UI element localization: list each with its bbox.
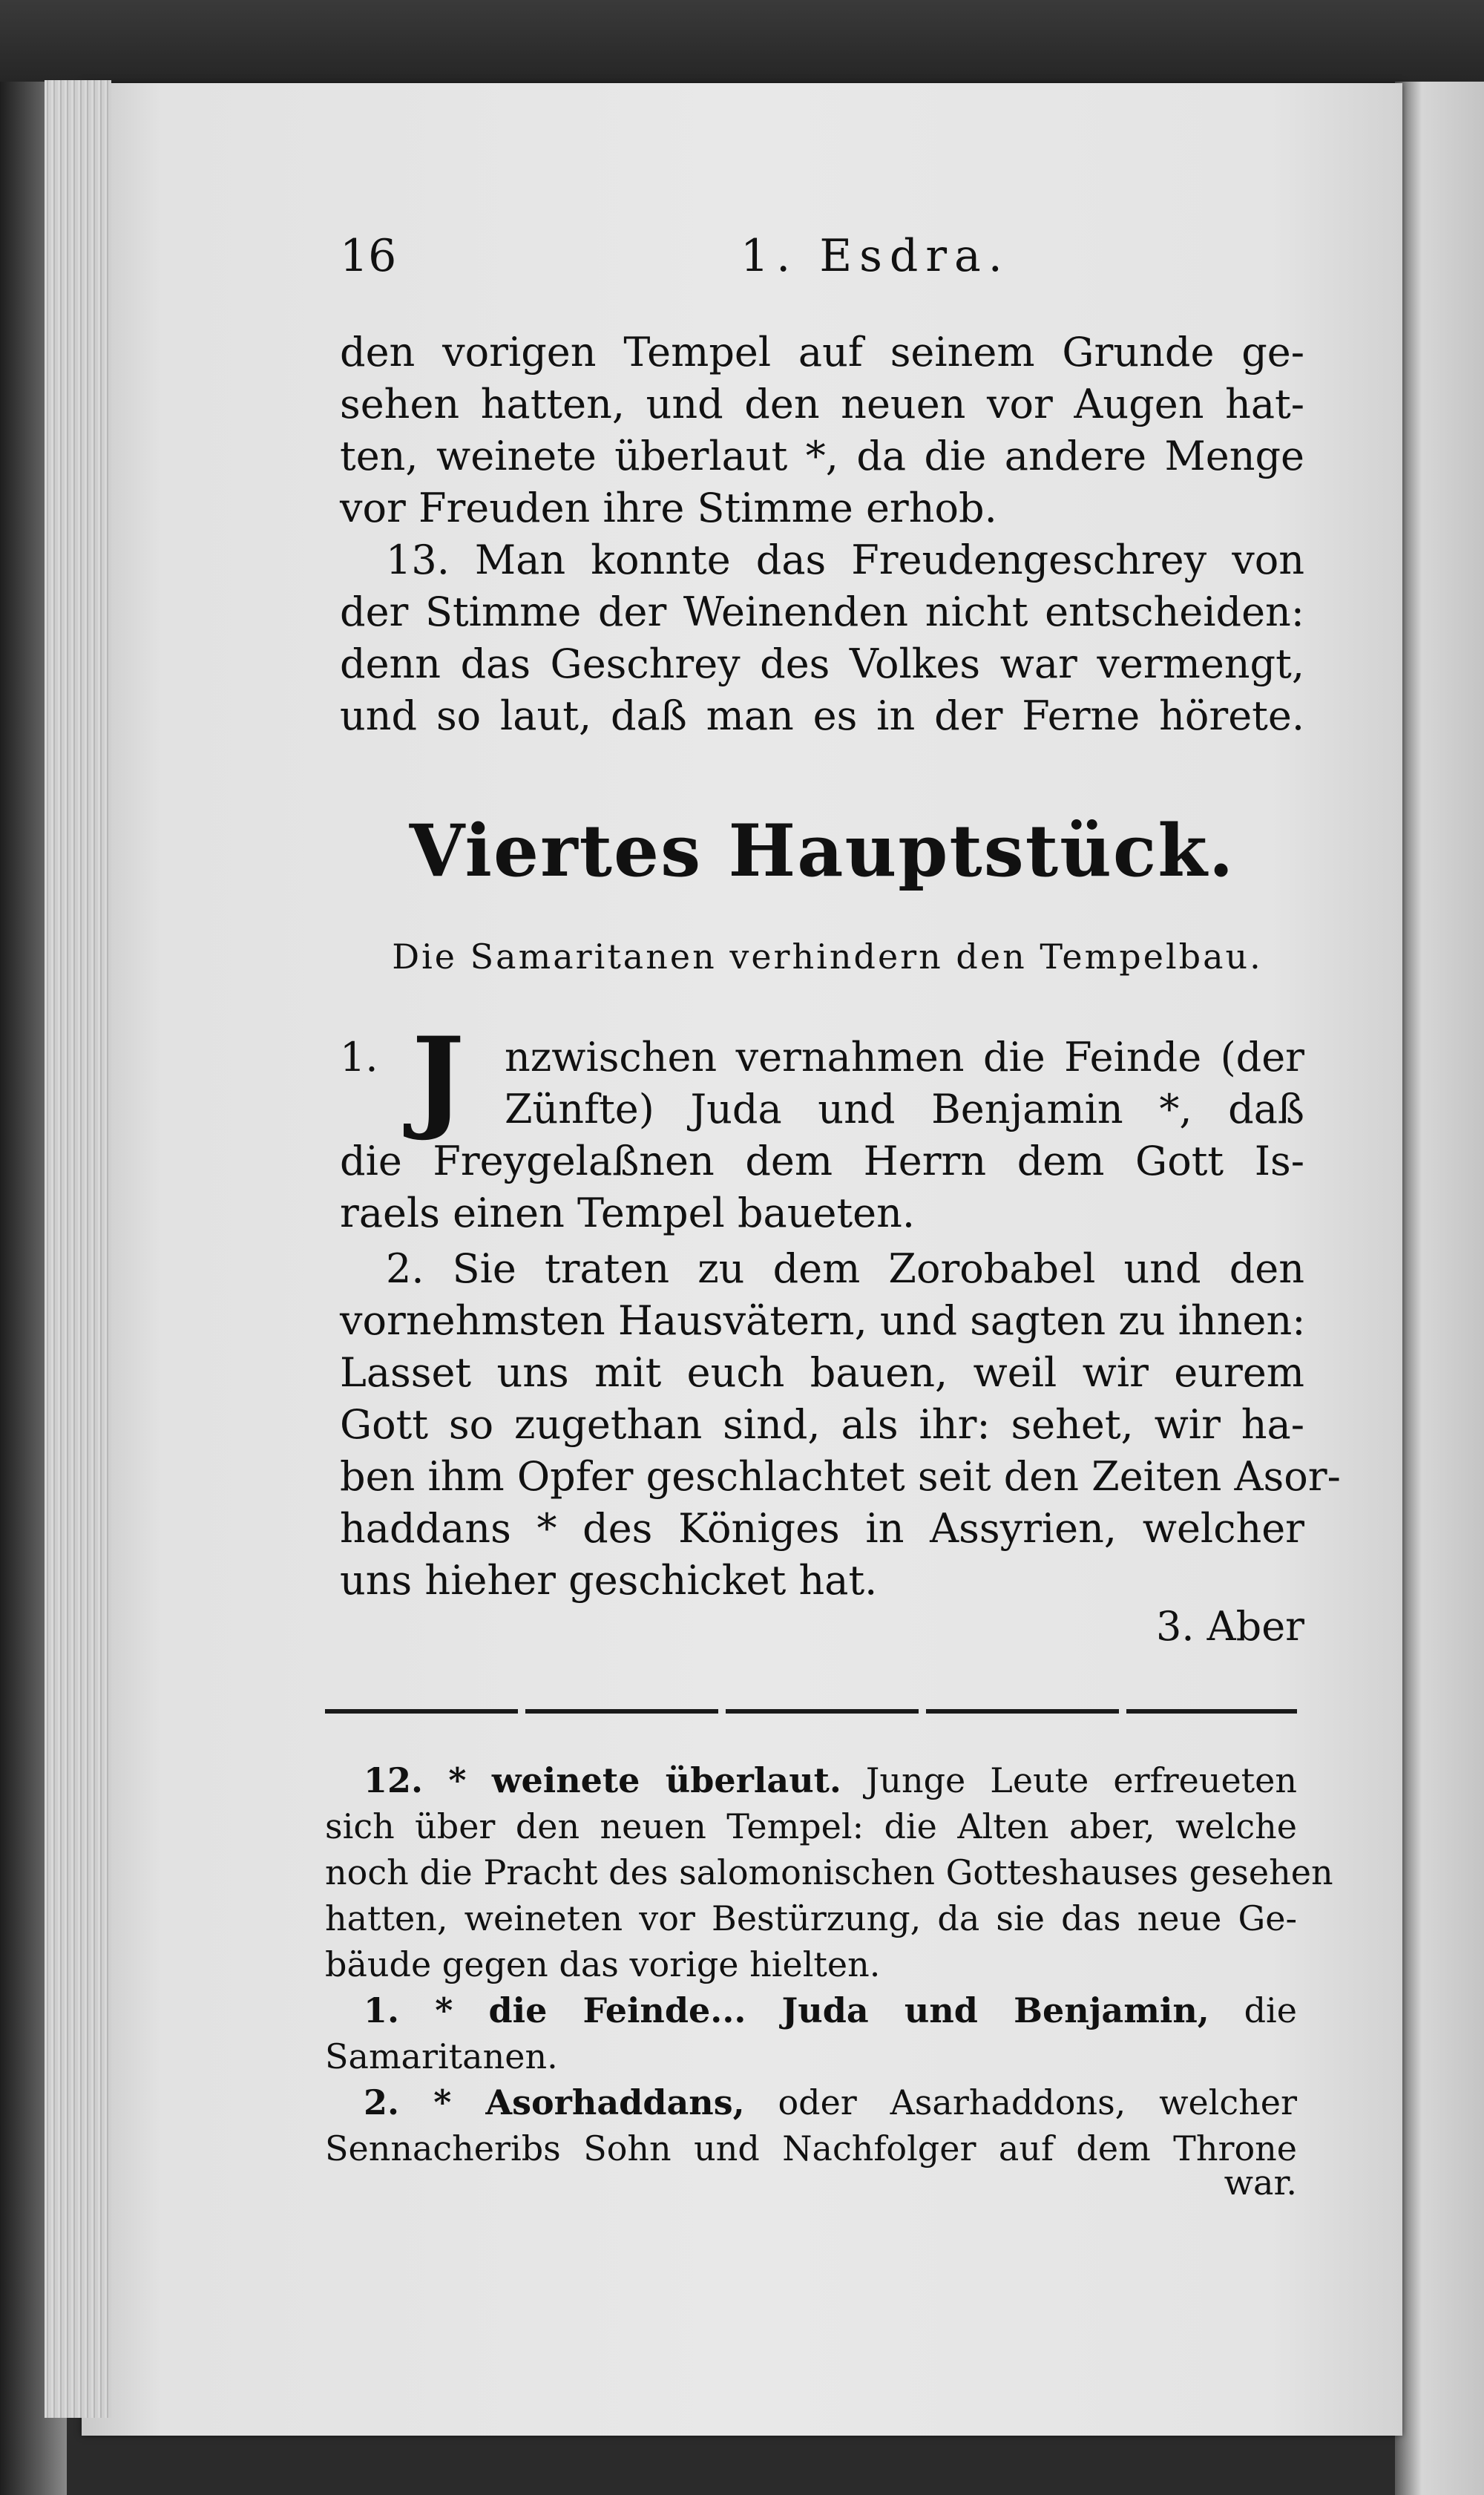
chapter-heading: Viertes Hauptstück. — [409, 809, 1235, 893]
footnote-ref: 1. * die Feinde... Juda und Benjamin, — [364, 1990, 1209, 2030]
footnote-text: sich über den neuen Tempel: die Alten aber, welche — [325, 1806, 1297, 1846]
footnote-ref: 12. * weinete überlaut. — [364, 1760, 841, 1800]
text-line: haddans * des Königes in Assyrien, welcher — [340, 1505, 1304, 1552]
text-line: raels einen Tempel baueten. — [340, 1190, 916, 1236]
footnote-text: noch die Pracht des salomonischen Gotteshauses gesehen — [325, 1852, 1333, 1892]
footnote-text: Samaritanen. — [325, 2036, 558, 2076]
text-line: uns hieher geschicket hat. — [340, 1557, 878, 1604]
running-title: 1. Esdra. — [741, 230, 1010, 282]
footnote-line — [325, 1849, 1333, 1895]
text-line: 13. Man konnte das Freudengeschrey von — [386, 537, 1304, 583]
text-line: nzwischen vernahmen die Feinde (der — [505, 1034, 1304, 1081]
text-line: den vorigen Tempel auf seinem Grunde ge- — [340, 329, 1304, 376]
footnote-line — [325, 2125, 1297, 2171]
footnote-line — [364, 1987, 1297, 2033]
footnote-line — [364, 1757, 1297, 1803]
text-line: sehen hatten, und den neuen vor Augen hat- — [340, 381, 1304, 427]
footnote-text: bäude gegen das vorige hielten. — [325, 1944, 881, 1984]
footnote-line — [325, 1803, 1297, 1849]
page-stack-edges — [45, 80, 111, 2418]
footnote-line — [325, 1941, 1297, 1987]
footnote-text: Junge Leute erfreueten — [841, 1760, 1298, 1800]
text-line: 2. Sie traten zu dem Zorobabel und den — [386, 1245, 1304, 1292]
text-line: denn das Geschrey des Volkes war vermengt, — [340, 640, 1304, 687]
footnote-rule — [325, 1709, 1297, 1714]
page-number: 16 — [340, 230, 397, 282]
page-header — [340, 230, 1304, 289]
chapter-subheading: Die Samaritanen verhindern den Tempelbau. — [392, 937, 1263, 977]
text-line: ten, weinete überlaut *, da die andere Menge — [340, 433, 1304, 479]
adjacent-page-edge — [1395, 82, 1484, 2495]
text-line: Gott so zugethan sind, als ihr: sehet, wir ha- — [340, 1401, 1304, 1448]
footnote-ref: 2. * Asorhaddans, — [364, 2082, 745, 2122]
drop-cap: J — [412, 1013, 464, 1144]
text-line: die Freygelaßnen dem Herrn dem Gott Is- — [340, 1138, 1304, 1184]
footnote-line — [364, 2079, 1297, 2125]
verse-number: 1. — [340, 1034, 378, 1081]
footnote-text: die — [1209, 1990, 1297, 2030]
footnote-line — [325, 2033, 1297, 2079]
footnote-text: oder Asarhaddons, welcher — [744, 2082, 1297, 2122]
text-line: Lasset uns mit euch bauen, weil wir eurem — [340, 1349, 1304, 1396]
footnote-text: Sennacheribs Sohn und Nachfolger auf dem Throne — [325, 2128, 1297, 2168]
text-line: der Stimme der Weinenden nicht entscheiden: — [340, 588, 1304, 635]
text-line: vor Freuden ihre Stimme erhob. — [340, 485, 997, 531]
scan-background-top — [0, 0, 1484, 89]
text-line: und so laut, daß man es in der Ferne hörete. — [340, 692, 1304, 739]
footnote-last-word: war. — [1224, 2163, 1297, 2203]
catchword: 3. Aber — [1155, 1603, 1304, 1650]
footnote-text: hatten, weineten vor Bestürzung, da sie das neue Ge- — [325, 1898, 1297, 1938]
text-line: Zünfte) Juda und Benjamin *, daß — [505, 1086, 1304, 1132]
text-line: ben ihm Opfer geschlachtet seit den Zeiten Asor- — [340, 1453, 1341, 1500]
text-line: vornehmsten Hausvätern, und sagten zu ihnen: — [340, 1297, 1306, 1344]
footnote-line — [325, 1895, 1297, 1941]
